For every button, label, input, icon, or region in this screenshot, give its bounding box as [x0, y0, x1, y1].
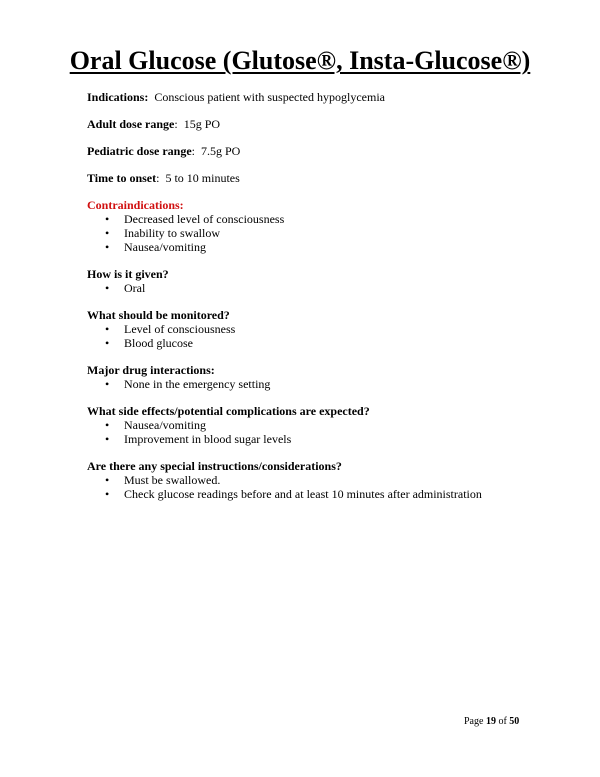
page-of: of [498, 716, 507, 727]
field-indications: Indications: Conscious patient with suspected hypoglycemia [87, 90, 385, 104]
section-special-instructions [87, 459, 567, 501]
field-label: Adult dose range [87, 117, 175, 131]
section-heading: Contraindications: [87, 198, 184, 212]
field-value: Conscious patient with suspected hypoglycemia [154, 90, 385, 104]
field-value: 5 to 10 minutes [165, 171, 240, 185]
list-item: • Decreased level of consciousness [87, 212, 567, 226]
section-heading: What side effects/potential complications are expected? [87, 404, 370, 418]
section-contraindications [87, 198, 567, 254]
list-item: • Level of consciousness [87, 322, 567, 336]
section-heading: Major drug interactions: [87, 363, 215, 377]
section-side-effects [87, 404, 567, 446]
list-item: • Improvement in blood sugar levels [87, 432, 567, 446]
page-number [464, 716, 519, 727]
list-item: • None in the emergency setting [87, 377, 567, 391]
page-title: Oral Glucose (Glutose®, Insta-Glucose®) [69, 46, 531, 75]
section-heading: Are there any special instructions/considerations? [87, 459, 342, 473]
list-item: • Check glucose readings before and at least 10 minutes after administration [87, 487, 567, 501]
section-drug-interactions [87, 363, 567, 391]
field-label: Indications [87, 90, 145, 104]
current-page: 19 [485, 716, 496, 727]
document-body [87, 90, 567, 514]
section-heading: How is it given? [87, 267, 169, 281]
field-label: Pediatric dose range [87, 144, 192, 158]
list-item: • Nausea/vomiting [87, 418, 567, 432]
field-value: 15g PO [183, 117, 221, 131]
section-heading: What should be monitored? [87, 308, 230, 322]
section-monitoring [87, 308, 567, 350]
field-adult-dose: Adult dose range: 15g PO [87, 117, 221, 131]
page-prefix: Page [464, 716, 484, 727]
list-item: • Blood glucose [87, 336, 567, 350]
list-item: • Nausea/vomiting [87, 240, 567, 254]
section-how-given [87, 267, 567, 295]
list-item: • Oral [87, 281, 567, 295]
field-pediatric-dose: Pediatric dose range: 7.5g PO [87, 144, 241, 158]
field-label: Time to onset [87, 171, 157, 185]
total-pages: 50 [509, 716, 520, 727]
list-item: • Inability to swallow [87, 226, 567, 240]
field-time-to-onset: Time to onset: 5 to 10 minutes [87, 171, 240, 185]
list-item: • Must be swallowed. [87, 473, 567, 487]
field-value: 7.5g PO [201, 144, 241, 158]
